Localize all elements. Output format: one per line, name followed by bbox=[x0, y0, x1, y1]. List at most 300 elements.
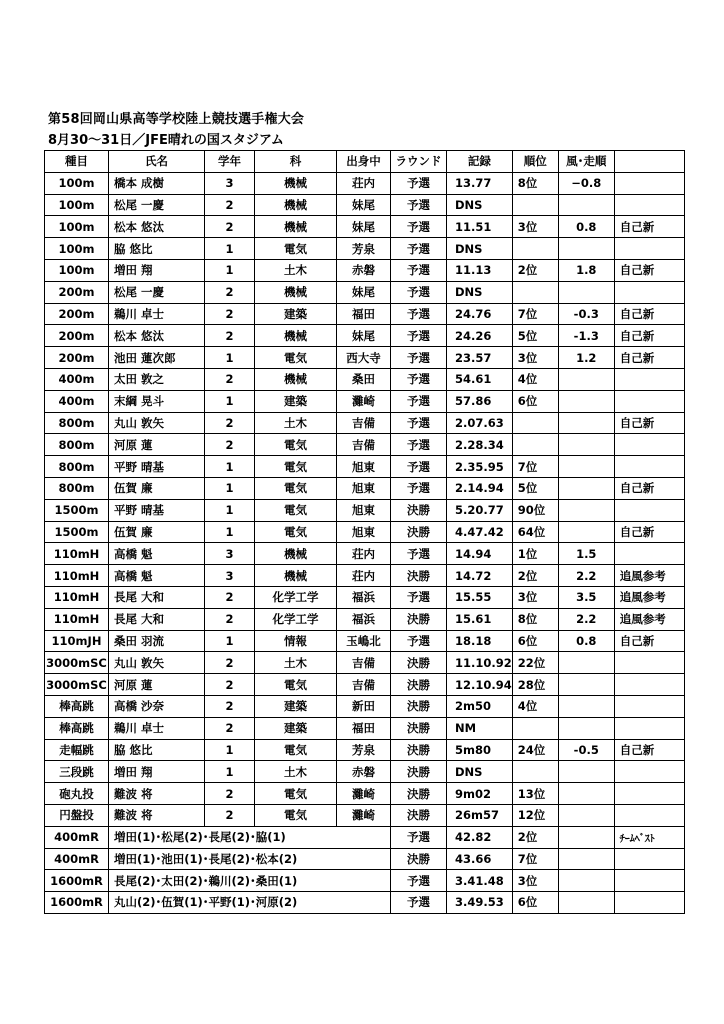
relay-members-cell: 増田(1)･池田(1)･長尾(2)･松本(2) bbox=[109, 848, 391, 870]
table-row bbox=[45, 521, 685, 543]
wind-cell: -0.3 bbox=[558, 303, 614, 325]
record-cell: 12.10.94 bbox=[447, 674, 513, 696]
school-cell: 福浜 bbox=[337, 608, 391, 630]
wind-cell: 1.2 bbox=[558, 347, 614, 369]
round-cell: 予選 bbox=[391, 347, 447, 369]
results-table bbox=[44, 150, 685, 914]
record-cell: 14.72 bbox=[447, 565, 513, 587]
name-cell: 平野 晴基 bbox=[109, 499, 205, 521]
note-cell bbox=[614, 281, 684, 303]
name-cell: 河原 蓮 bbox=[109, 674, 205, 696]
event-cell: 200m bbox=[45, 325, 109, 347]
record-cell: 57.86 bbox=[447, 390, 513, 412]
grade-cell: 1 bbox=[205, 477, 255, 499]
event-cell: 800m bbox=[45, 477, 109, 499]
name-cell: 長尾 大和 bbox=[109, 608, 205, 630]
event-cell: 棒高跳 bbox=[45, 717, 109, 739]
event-cell: 100m bbox=[45, 259, 109, 281]
round-cell: 決勝 bbox=[391, 783, 447, 805]
grade-cell: 1 bbox=[205, 259, 255, 281]
note-cell: 自己新 bbox=[614, 347, 684, 369]
wind-cell bbox=[558, 870, 614, 892]
record-cell: 24.76 bbox=[447, 303, 513, 325]
round-cell: 決勝 bbox=[391, 565, 447, 587]
wind-cell bbox=[558, 674, 614, 696]
dept-cell: 土木 bbox=[255, 259, 337, 281]
table-row bbox=[45, 543, 685, 565]
place-cell: 4位 bbox=[512, 368, 558, 390]
record-cell: 11.10.92 bbox=[447, 652, 513, 674]
grade-cell: 2 bbox=[205, 216, 255, 238]
round-cell: 予選 bbox=[391, 543, 447, 565]
grade-cell: 2 bbox=[205, 194, 255, 216]
event-cell: 三段跳 bbox=[45, 761, 109, 783]
header-wind: 風･走順 bbox=[558, 151, 614, 173]
grade-cell: 1 bbox=[205, 761, 255, 783]
record-cell: 11.13 bbox=[447, 259, 513, 281]
record-cell: 2.07.63 bbox=[447, 412, 513, 434]
record-cell: DNS bbox=[447, 281, 513, 303]
wind-cell bbox=[558, 194, 614, 216]
place-cell: 5位 bbox=[512, 477, 558, 499]
place-cell: 64位 bbox=[512, 521, 558, 543]
note-cell bbox=[614, 172, 684, 194]
grade-cell: 2 bbox=[205, 608, 255, 630]
round-cell: 決勝 bbox=[391, 695, 447, 717]
wind-cell bbox=[558, 804, 614, 826]
wind-cell: 1.8 bbox=[558, 259, 614, 281]
grade-cell: 2 bbox=[205, 804, 255, 826]
school-cell: 吉備 bbox=[337, 434, 391, 456]
note-cell bbox=[614, 434, 684, 456]
place-cell: 6位 bbox=[512, 390, 558, 412]
note-cell: 自己新 bbox=[614, 216, 684, 238]
round-cell: 決勝 bbox=[391, 761, 447, 783]
dept-cell: 建築 bbox=[255, 695, 337, 717]
table-row bbox=[45, 630, 685, 652]
table-row bbox=[45, 652, 685, 674]
grade-cell: 2 bbox=[205, 586, 255, 608]
round-cell: 予選 bbox=[391, 238, 447, 260]
event-cell: 400m bbox=[45, 390, 109, 412]
record-cell: 13.77 bbox=[447, 172, 513, 194]
wind-cell bbox=[558, 717, 614, 739]
record-cell: 24.26 bbox=[447, 325, 513, 347]
table-row bbox=[45, 325, 685, 347]
name-cell: 丸山 敦矢 bbox=[109, 412, 205, 434]
round-cell: 予選 bbox=[391, 194, 447, 216]
event-cell: 1600mR bbox=[45, 892, 109, 914]
grade-cell: 2 bbox=[205, 717, 255, 739]
table-row bbox=[45, 565, 685, 587]
name-cell: 鵜川 卓士 bbox=[109, 303, 205, 325]
dept-cell: 電気 bbox=[255, 477, 337, 499]
wind-cell bbox=[558, 477, 614, 499]
dept-cell: 機械 bbox=[255, 281, 337, 303]
note-cell bbox=[614, 652, 684, 674]
school-cell: 旭東 bbox=[337, 499, 391, 521]
name-cell: 難波 将 bbox=[109, 783, 205, 805]
note-cell bbox=[614, 499, 684, 521]
note-cell: 自己新 bbox=[614, 303, 684, 325]
place-cell: 7位 bbox=[512, 848, 558, 870]
dept-cell: 機械 bbox=[255, 172, 337, 194]
header-round: ラウンド bbox=[391, 151, 447, 173]
wind-cell bbox=[558, 238, 614, 260]
header-grade: 学年 bbox=[205, 151, 255, 173]
round-cell: 予選 bbox=[391, 216, 447, 238]
record-cell: 14.94 bbox=[447, 543, 513, 565]
grade-cell: 1 bbox=[205, 630, 255, 652]
round-cell: 予選 bbox=[391, 172, 447, 194]
round-cell: 予選 bbox=[391, 390, 447, 412]
name-cell: 松本 悠汰 bbox=[109, 325, 205, 347]
note-cell bbox=[614, 761, 684, 783]
school-cell: 赤磐 bbox=[337, 259, 391, 281]
note-cell bbox=[614, 695, 684, 717]
note-cell bbox=[614, 674, 684, 696]
event-cell: 100m bbox=[45, 216, 109, 238]
name-cell: 桑田 羽流 bbox=[109, 630, 205, 652]
school-cell: 灘崎 bbox=[337, 804, 391, 826]
name-cell: 池田 蓮次郎 bbox=[109, 347, 205, 369]
place-cell: 12位 bbox=[512, 804, 558, 826]
round-cell: 予選 bbox=[391, 630, 447, 652]
round-cell: 決勝 bbox=[391, 804, 447, 826]
dept-cell: 機械 bbox=[255, 368, 337, 390]
note-cell bbox=[614, 194, 684, 216]
dept-cell: 情報 bbox=[255, 630, 337, 652]
table-row bbox=[45, 477, 685, 499]
relay-row bbox=[45, 826, 685, 848]
school-cell: 玉嶋北 bbox=[337, 630, 391, 652]
wind-cell bbox=[558, 652, 614, 674]
grade-cell: 3 bbox=[205, 565, 255, 587]
wind-cell: 1.5 bbox=[558, 543, 614, 565]
wind-cell bbox=[558, 783, 614, 805]
school-cell: 福田 bbox=[337, 717, 391, 739]
dept-cell: 電気 bbox=[255, 804, 337, 826]
record-cell: 26m57 bbox=[447, 804, 513, 826]
school-cell: 妹尾 bbox=[337, 325, 391, 347]
record-cell: 2m50 bbox=[447, 695, 513, 717]
school-cell: 芳泉 bbox=[337, 739, 391, 761]
place-cell bbox=[512, 194, 558, 216]
school-cell: 妹尾 bbox=[337, 281, 391, 303]
event-cell: 800m bbox=[45, 434, 109, 456]
grade-cell: 2 bbox=[205, 652, 255, 674]
event-cell: 400mR bbox=[45, 848, 109, 870]
event-cell: 3000mSC bbox=[45, 652, 109, 674]
grade-cell: 2 bbox=[205, 281, 255, 303]
name-cell: 脇 悠比 bbox=[109, 739, 205, 761]
note-cell: 自己新 bbox=[614, 325, 684, 347]
name-cell: 平野 晴基 bbox=[109, 456, 205, 478]
event-cell: 100m bbox=[45, 238, 109, 260]
name-cell: 丸山 敦矢 bbox=[109, 652, 205, 674]
dept-cell: 電気 bbox=[255, 456, 337, 478]
place-cell: 1位 bbox=[512, 543, 558, 565]
wind-cell bbox=[558, 761, 614, 783]
relay-members-cell: 丸山(2)･伍賀(1)･平野(1)･河原(2) bbox=[109, 892, 391, 914]
event-cell: 110mH bbox=[45, 586, 109, 608]
name-cell: 伍賀 廉 bbox=[109, 477, 205, 499]
school-cell: 芳泉 bbox=[337, 238, 391, 260]
name-cell: 伍賀 廉 bbox=[109, 521, 205, 543]
place-cell: 8位 bbox=[512, 608, 558, 630]
round-cell: 予選 bbox=[391, 870, 447, 892]
place-cell: 7位 bbox=[512, 303, 558, 325]
name-cell: 橋本 成樹 bbox=[109, 172, 205, 194]
round-cell: 決勝 bbox=[391, 739, 447, 761]
wind-cell: 2.2 bbox=[558, 608, 614, 630]
note-cell: 自己新 bbox=[614, 521, 684, 543]
name-cell: 松本 悠汰 bbox=[109, 216, 205, 238]
event-cell: 110mH bbox=[45, 543, 109, 565]
school-cell: 桑田 bbox=[337, 368, 391, 390]
note-cell: ﾁｰﾑﾍﾞｽﾄ bbox=[614, 826, 684, 848]
name-cell: 高橋 魁 bbox=[109, 565, 205, 587]
name-cell: 増田 翔 bbox=[109, 761, 205, 783]
school-cell: 荘内 bbox=[337, 543, 391, 565]
school-cell: 赤磐 bbox=[337, 761, 391, 783]
grade-cell: 1 bbox=[205, 456, 255, 478]
record-cell: 5.20.77 bbox=[447, 499, 513, 521]
place-cell: 2位 bbox=[512, 565, 558, 587]
table-row bbox=[45, 238, 685, 260]
table-row bbox=[45, 303, 685, 325]
school-cell: 妹尾 bbox=[337, 194, 391, 216]
round-cell: 予選 bbox=[391, 477, 447, 499]
record-cell: 18.18 bbox=[447, 630, 513, 652]
dept-cell: 電気 bbox=[255, 347, 337, 369]
wind-cell bbox=[558, 892, 614, 914]
record-cell: 4.47.42 bbox=[447, 521, 513, 543]
record-cell: 9m02 bbox=[447, 783, 513, 805]
place-cell bbox=[512, 412, 558, 434]
round-cell: 予選 bbox=[391, 325, 447, 347]
note-cell bbox=[614, 717, 684, 739]
round-cell: 決勝 bbox=[391, 848, 447, 870]
event-cell: 砲丸投 bbox=[45, 783, 109, 805]
wind-cell: 3.5 bbox=[558, 586, 614, 608]
name-cell: 末綱 晃斗 bbox=[109, 390, 205, 412]
header-name: 氏名 bbox=[109, 151, 205, 173]
grade-cell: 1 bbox=[205, 521, 255, 543]
record-cell: DNS bbox=[447, 238, 513, 260]
record-cell: 42.82 bbox=[447, 826, 513, 848]
table-row bbox=[45, 499, 685, 521]
school-cell: 西大寺 bbox=[337, 347, 391, 369]
place-cell: 13位 bbox=[512, 783, 558, 805]
wind-cell bbox=[558, 412, 614, 434]
name-cell: 増田 翔 bbox=[109, 259, 205, 281]
dept-cell: 機械 bbox=[255, 565, 337, 587]
table-row bbox=[45, 586, 685, 608]
round-cell: 決勝 bbox=[391, 521, 447, 543]
record-cell: 3.41.48 bbox=[447, 870, 513, 892]
event-cell: 100m bbox=[45, 194, 109, 216]
round-cell: 予選 bbox=[391, 892, 447, 914]
event-cell: 110mH bbox=[45, 565, 109, 587]
table-row bbox=[45, 259, 685, 281]
place-cell: 3位 bbox=[512, 586, 558, 608]
school-cell: 妹尾 bbox=[337, 216, 391, 238]
table-row bbox=[45, 761, 685, 783]
event-cell: 800m bbox=[45, 456, 109, 478]
round-cell: 予選 bbox=[391, 303, 447, 325]
wind-cell bbox=[558, 390, 614, 412]
event-cell: 110mH bbox=[45, 608, 109, 630]
name-cell: 松尾 一慶 bbox=[109, 194, 205, 216]
grade-cell: 1 bbox=[205, 499, 255, 521]
grade-cell: 2 bbox=[205, 783, 255, 805]
record-cell: DNS bbox=[447, 761, 513, 783]
place-cell bbox=[512, 238, 558, 260]
event-cell: 円盤投 bbox=[45, 804, 109, 826]
grade-cell: 2 bbox=[205, 674, 255, 696]
record-cell: 23.57 bbox=[447, 347, 513, 369]
school-cell: 灘崎 bbox=[337, 390, 391, 412]
grade-cell: 2 bbox=[205, 412, 255, 434]
place-cell: 2位 bbox=[512, 826, 558, 848]
dept-cell: 電気 bbox=[255, 499, 337, 521]
record-cell: 15.61 bbox=[447, 608, 513, 630]
dept-cell: 機械 bbox=[255, 543, 337, 565]
name-cell: 高橋 魁 bbox=[109, 543, 205, 565]
event-cell: 走幅跳 bbox=[45, 739, 109, 761]
note-cell: 自己新 bbox=[614, 477, 684, 499]
table-row bbox=[45, 717, 685, 739]
school-cell: 新田 bbox=[337, 695, 391, 717]
note-cell bbox=[614, 804, 684, 826]
wind-cell: 0.8 bbox=[558, 630, 614, 652]
header-place: 順位 bbox=[512, 151, 558, 173]
record-cell: 2.14.94 bbox=[447, 477, 513, 499]
event-cell: 200m bbox=[45, 303, 109, 325]
place-cell: 3位 bbox=[512, 870, 558, 892]
note-cell bbox=[614, 238, 684, 260]
round-cell: 決勝 bbox=[391, 499, 447, 521]
grade-cell: 1 bbox=[205, 739, 255, 761]
table-row bbox=[45, 216, 685, 238]
name-cell: 難波 将 bbox=[109, 804, 205, 826]
note-cell: 自己新 bbox=[614, 259, 684, 281]
school-cell: 吉備 bbox=[337, 674, 391, 696]
name-cell: 太田 敦之 bbox=[109, 368, 205, 390]
school-cell: 荘内 bbox=[337, 565, 391, 587]
name-cell: 河原 蓮 bbox=[109, 434, 205, 456]
wind-cell bbox=[558, 281, 614, 303]
event-cell: 200m bbox=[45, 347, 109, 369]
dept-cell: 電気 bbox=[255, 674, 337, 696]
grade-cell: 3 bbox=[205, 543, 255, 565]
round-cell: 決勝 bbox=[391, 674, 447, 696]
relay-row bbox=[45, 892, 685, 914]
table-row bbox=[45, 456, 685, 478]
name-cell: 脇 悠比 bbox=[109, 238, 205, 260]
place-cell: 3位 bbox=[512, 347, 558, 369]
wind-cell bbox=[558, 848, 614, 870]
table-row bbox=[45, 804, 685, 826]
event-cell: 3000mSC bbox=[45, 674, 109, 696]
relay-members-cell: 増田(1)･松尾(2)･長尾(2)･脇(1) bbox=[109, 826, 391, 848]
dept-cell: 機械 bbox=[255, 194, 337, 216]
place-cell: 4位 bbox=[512, 695, 558, 717]
place-cell: 24位 bbox=[512, 739, 558, 761]
record-cell: 3.49.53 bbox=[447, 892, 513, 914]
note-cell bbox=[614, 543, 684, 565]
school-cell: 荘内 bbox=[337, 172, 391, 194]
record-cell: 2.28.34 bbox=[447, 434, 513, 456]
place-cell: 5位 bbox=[512, 325, 558, 347]
dept-cell: 電気 bbox=[255, 783, 337, 805]
note-cell bbox=[614, 783, 684, 805]
record-cell: 5m80 bbox=[447, 739, 513, 761]
school-cell: 福田 bbox=[337, 303, 391, 325]
dept-cell: 建築 bbox=[255, 303, 337, 325]
header-school: 出身中 bbox=[337, 151, 391, 173]
record-cell: NM bbox=[447, 717, 513, 739]
dept-cell: 機械 bbox=[255, 325, 337, 347]
place-cell bbox=[512, 434, 558, 456]
relay-row bbox=[45, 848, 685, 870]
dept-cell: 機械 bbox=[255, 216, 337, 238]
grade-cell: 2 bbox=[205, 368, 255, 390]
dept-cell: 建築 bbox=[255, 717, 337, 739]
dept-cell: 建築 bbox=[255, 390, 337, 412]
dept-cell: 電気 bbox=[255, 238, 337, 260]
round-cell: 予選 bbox=[391, 368, 447, 390]
round-cell: 決勝 bbox=[391, 717, 447, 739]
header-event: 種目 bbox=[45, 151, 109, 173]
dept-cell: 土木 bbox=[255, 761, 337, 783]
header-row bbox=[45, 151, 685, 173]
record-cell: 11.51 bbox=[447, 216, 513, 238]
event-cell: 1500m bbox=[45, 521, 109, 543]
round-cell: 予選 bbox=[391, 586, 447, 608]
round-cell: 予選 bbox=[391, 259, 447, 281]
wind-cell: −0.8 bbox=[558, 172, 614, 194]
school-cell: 福浜 bbox=[337, 586, 391, 608]
name-cell: 鵜川 卓士 bbox=[109, 717, 205, 739]
place-cell: 3位 bbox=[512, 216, 558, 238]
round-cell: 予選 bbox=[391, 826, 447, 848]
document-subtitle: 8月30～31日／JFE晴れの国スタジアム bbox=[48, 133, 284, 148]
place-cell bbox=[512, 717, 558, 739]
relay-row bbox=[45, 870, 685, 892]
wind-cell bbox=[558, 695, 614, 717]
table-row bbox=[45, 674, 685, 696]
record-cell: 2.35.95 bbox=[447, 456, 513, 478]
table-row bbox=[45, 194, 685, 216]
wind-cell bbox=[558, 499, 614, 521]
header-dept: 科 bbox=[255, 151, 337, 173]
round-cell: 予選 bbox=[391, 434, 447, 456]
name-cell: 松尾 一慶 bbox=[109, 281, 205, 303]
relay-members-cell: 長尾(2)･太田(2)･鵜川(2)･桑田(1) bbox=[109, 870, 391, 892]
table-row bbox=[45, 412, 685, 434]
place-cell: 6位 bbox=[512, 630, 558, 652]
table-row bbox=[45, 172, 685, 194]
place-cell: 8位 bbox=[512, 172, 558, 194]
record-cell: 43.66 bbox=[447, 848, 513, 870]
round-cell: 予選 bbox=[391, 281, 447, 303]
grade-cell: 1 bbox=[205, 390, 255, 412]
note-cell bbox=[614, 456, 684, 478]
wind-cell bbox=[558, 826, 614, 848]
note-cell bbox=[614, 390, 684, 412]
